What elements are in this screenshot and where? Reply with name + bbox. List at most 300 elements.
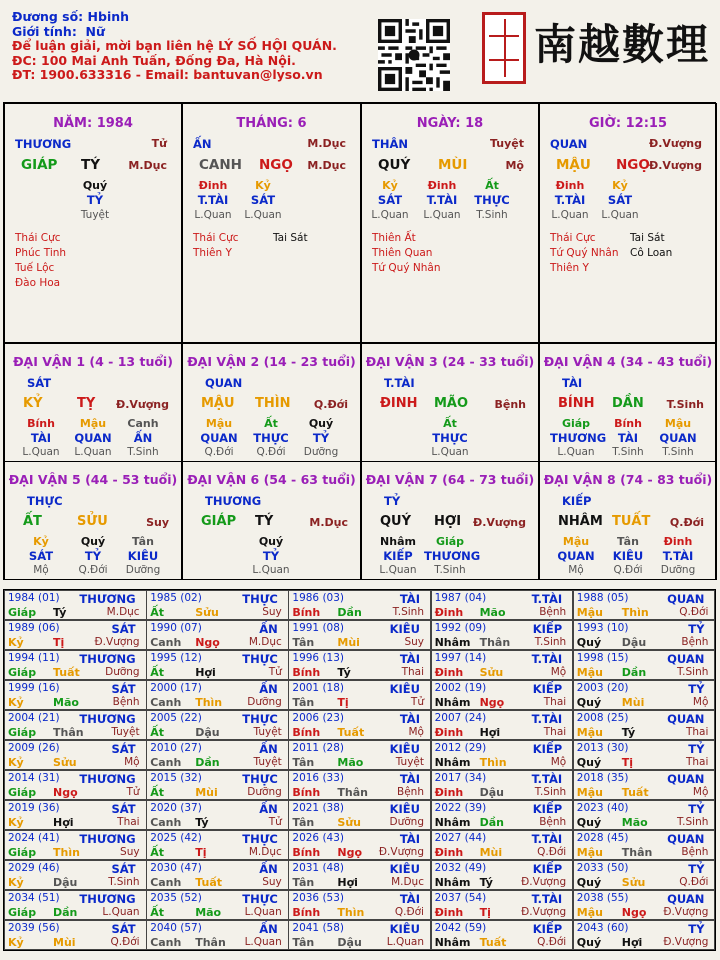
address-line: ĐC: 100 Mai Anh Tuấn, Đống Đa, Hà Nội. [12,52,296,68]
year-cell [431,920,574,950]
year-label: 2012 (29) [434,742,487,754]
year-cell [573,740,716,770]
year-stage: Thai [685,726,709,738]
year-stage: Suy [404,636,424,648]
year-stem: Kỷ [8,876,24,889]
year-god: THƯƠNG [79,892,136,906]
year-stage: Thai [543,726,567,738]
year-god: KIÊU [389,802,420,816]
luck-title: ĐẠI VẬN 5 (44 - 53 tuổi) [8,472,178,487]
year-stem: Kỷ [8,756,24,769]
year-label: 1993 (10) [576,622,629,634]
luck-stem: BÍNH [558,396,595,411]
year-label: 2038 (55) [576,892,629,904]
year-stem: Tân [292,936,315,949]
hidden-stem: Mậu [664,417,692,430]
year-label: 2002 (19) [434,682,487,694]
luck-cell [361,461,539,580]
year-stage: Đ.Vượng [663,906,709,918]
year-stage: Q.Đới [679,606,709,618]
year-god: KIẾP [532,742,563,756]
pillar-top-stage: Tuyệt [489,137,524,150]
year-cell [146,710,289,740]
luck-cell [539,343,717,462]
pillar-branch-stage: Đ.Vượng [648,159,702,172]
year-label: 2041 (58) [292,922,345,934]
luck-branch: MÃO [434,396,469,411]
year-branch: Mùi [621,696,645,709]
year-god: SÁT [111,922,136,936]
year-stem: Nhâm [434,636,471,649]
pillar-stem: MẬU [556,157,591,173]
luck-stem: KỶ [23,396,43,411]
hidden-god: SÁT [377,193,403,207]
hidden-god: TÀI [30,431,52,445]
pillar-branch-stage: Mộ [505,159,524,172]
luck-branch-stage: Q.Đới [313,398,348,411]
hidden-stage: Q.Đới [256,446,286,458]
year-stage: Mộ [550,666,567,678]
year-cell [146,830,289,860]
year-label: 2021 (38) [292,802,345,814]
year-cell [4,770,147,800]
year-label: 1994 (11) [8,652,60,664]
year-stem: Đinh [434,786,464,799]
year-god: ẤN [259,862,278,876]
hidden-god: KIẾP [383,549,413,563]
luck-god: QUAN [205,376,243,390]
pillar-stem: QUÝ [378,157,411,173]
year-stem: Canh [150,816,182,829]
year-stage: Tuyệt [111,726,140,738]
year-label: 2015 (32) [150,772,202,784]
year-stage: Thai [401,666,424,678]
year-branch: Tuất [479,936,507,949]
pillar-top-god: ẤN [193,137,212,151]
year-god: SÁT [111,862,136,876]
year-stem: Canh [150,756,182,769]
header-info [12,10,337,83]
hidden-stem: Mậu [79,417,107,430]
gender-value: Nữ [85,23,105,39]
hidden-stage: L.Quan [371,209,409,221]
year-god: TỶ [688,862,705,876]
luck-branch-stage: Suy [146,516,169,529]
gender-line [12,25,337,40]
year-stem: Giáp [8,726,37,739]
year-god: TÀI [399,592,420,606]
year-label: 2010 (27) [150,742,202,754]
year-label: 2029 (46) [8,862,60,874]
year-branch: Dần [479,816,504,829]
year-god: THƯƠNG [79,652,136,666]
year-label: 2018 (35) [576,772,629,784]
year-branch: Tị [53,636,65,649]
year-god: THƯƠNG [79,832,136,846]
pillar-top-god: QUAN [550,137,588,151]
hidden-stage: L.Quan [601,209,639,221]
hidden-stage: L.Quan [557,446,595,458]
year-cell [146,770,289,800]
year-stage: Dưỡng [105,666,140,678]
year-branch: Thìn [53,846,80,859]
consult-note: Để luận giải, mời bạn liên hệ LÝ SỐ HỘI QUÁN. [12,38,337,54]
pillar-top-stage: M.Dục [307,137,346,150]
year-cell [4,620,147,650]
yearly-table [3,589,716,951]
year-label: 2011 (28) [292,742,345,754]
hidden-god: THƯƠNG [550,431,607,445]
year-label: 2017 (34) [434,772,487,784]
year-branch: Tuất [337,726,365,739]
year-stage: Tuyệt [395,756,424,768]
year-stem: Mậu [576,846,603,859]
year-label: 1986 (03) [292,592,345,604]
year-cell [573,770,716,800]
year-stem: Mậu [576,666,603,679]
year-god: SÁT [111,802,136,816]
year-god: TÀI [399,892,420,906]
year-cell [431,770,574,800]
year-cell [146,920,289,950]
year-god: TỶ [688,682,705,696]
year-label: 2009 (26) [8,742,60,754]
luck-branch-stage: Đ.Vượng [115,398,169,411]
year-stem: Canh [150,696,182,709]
year-stem: Ất [150,666,164,679]
year-label: 2004 (21) [8,712,60,724]
year-stage: T.Sinh [534,786,567,798]
year-label: 1999 (16) [8,682,60,694]
year-branch: Dậu [337,936,362,949]
hidden-stage: Q.Đới [204,446,234,458]
year-stage: Suy [120,846,140,858]
pillar-stem: GIÁP [21,157,58,173]
hidden-stage: L.Quan [22,446,60,458]
year-label: 2036 (53) [292,892,345,904]
year-god: THỰC [242,772,278,786]
year-god: SÁT [111,742,136,756]
year-stem: Nhâm [434,696,471,709]
year-cell [288,650,431,680]
year-stem: Tân [292,816,315,829]
year-label: 1995 (12) [150,652,202,664]
luck-god: THƯƠNG [205,494,262,508]
year-stage: Đ.Vượng [521,906,567,918]
year-stage: Bệnh [681,846,709,858]
pillar-title: GIỜ: 12:15 [589,116,667,131]
year-branch: Thân [479,636,511,649]
year-branch: Dậu [195,726,220,739]
year-stage: Mộ [408,726,424,738]
year-branch: Dậu [621,636,647,649]
pillar-branch: TÝ [81,157,100,173]
year-stem: Bính [292,906,321,919]
year-label: 2006 (23) [292,712,345,724]
star-label: Cô Loan [630,247,673,259]
hidden-stem: Kỷ [255,179,271,192]
year-god: THỰC [242,892,278,906]
year-branch: Mão [337,756,364,769]
star-label: Thái Cực [15,232,61,244]
year-stage: T.Sinh [108,876,140,888]
year-cell [288,590,431,620]
hidden-god: THƯƠNG [424,549,481,563]
year-cell [288,920,431,950]
hidden-stage: Q.Đới [78,564,108,576]
year-cell [431,650,574,680]
year-stage: Q.Đới [537,936,567,948]
year-branch: Thân [53,726,84,739]
year-cell [573,890,716,920]
year-god: QUAN [667,652,705,666]
year-stem: Ất [150,726,164,739]
year-label: 1996 (13) [292,652,345,664]
year-god: TÀI [399,652,420,666]
luck-title: ĐẠI VẬN 1 (4 - 13 tuổi) [13,354,173,369]
luck-stem: GIÁP [201,514,237,529]
year-cell [146,800,289,830]
year-stage: Tử [268,816,282,828]
luck-god: TÀI [562,376,583,390]
year-god: THỰC [242,592,278,606]
luck-branch: THÌN [255,396,291,411]
year-label: 2000 (17) [150,682,202,694]
year-stem: Bính [292,726,321,739]
year-god: ẤN [259,802,278,816]
star-label: Thiên Quan [372,247,433,259]
luck-cell [4,343,182,462]
year-stem: Kỷ [8,636,24,649]
year-god: KIẾP [532,862,563,876]
year-stage: L.Quan [386,936,424,948]
year-branch: Sửu [479,666,504,679]
hidden-god: THỰC [253,431,289,445]
hidden-stem: Quý [82,179,108,192]
hidden-stem: Kỷ [382,179,398,192]
year-label: 1992 (09) [434,622,487,634]
hidden-stem: Giáp [435,535,465,548]
year-cell [431,680,574,710]
year-stem: Mậu [576,606,603,619]
hidden-god: T.TÀI [662,549,694,563]
year-branch: Thìn [479,756,507,769]
pillar-branch-stage: M.Dục [307,159,346,172]
year-cell [146,890,289,920]
luck-title: ĐẠI VẬN 3 (24 - 33 tuổi) [365,354,535,369]
year-cell [573,920,716,950]
star-label: Tứ Quý Nhân [550,247,619,259]
luck-branch: HỢI [434,514,462,529]
year-label: 2039 (56) [8,922,60,934]
year-stem: Giáp [8,606,37,619]
hidden-god: TỶ [84,549,102,563]
luck-god: THỰC [27,494,63,508]
year-god: SÁT [111,622,136,636]
luck-branch: SỬU [77,514,108,529]
year-god: KIÊU [389,922,420,936]
year-stem: Quý [576,636,602,649]
hidden-stem: Giáp [561,417,591,430]
hidden-stem: Canh [127,417,159,430]
year-stage: Mộ [692,696,709,708]
year-stem: Canh [150,936,182,949]
year-god: TỶ [688,742,705,756]
year-god: KIÊU [389,622,420,636]
year-god: ẤN [259,922,278,936]
hidden-stem: Tân [132,535,154,548]
year-god: QUAN [667,832,705,846]
luck-branch-stage: Bệnh [494,398,526,411]
year-cell [573,860,716,890]
year-branch: Dậu [479,786,504,799]
year-label: 2033 (50) [576,862,629,874]
hidden-god: ẤN [133,431,153,445]
hidden-stage: L.Quan [423,209,461,221]
year-label: 2003 (20) [576,682,629,694]
year-stage: L.Quan [102,906,140,918]
year-stage: M.Dục [248,846,282,858]
luck-branch: TUẤT [612,514,651,529]
luck-cell [539,461,717,580]
year-stage: Q.Đới [110,936,140,948]
year-branch: Tý [337,666,351,679]
year-branch: Ngọ [479,696,505,709]
year-god: QUAN [667,712,705,726]
year-god: TỶ [688,802,705,816]
luck-branch: TÝ [255,514,274,529]
year-branch: Sửu [195,606,219,619]
year-branch: Mùi [195,786,218,799]
year-stage: Q.Đới [394,906,424,918]
year-label: 1987 (04) [434,592,487,604]
year-branch: Tuất [621,786,649,799]
pillar-top-god: THÂN [372,137,408,151]
year-cell [288,830,431,860]
hidden-stem: Quý [308,417,334,430]
year-stem: Quý [576,876,602,889]
year-stage: Tuyệt [253,756,282,768]
year-stage: Thai [685,756,709,768]
pillar-title: NGÀY: 18 [416,116,484,131]
luck-stem: QUÝ [380,514,412,529]
hidden-stage: L.Quan [551,209,589,221]
hidden-stage: L.Quan [74,446,112,458]
hidden-stage: Dưỡng [660,564,696,576]
year-stem: Bính [292,786,321,799]
year-cell [431,620,574,650]
year-god: TÀI [399,712,420,726]
hidden-god: SÁT [28,549,54,563]
year-stage: M.Dục [248,636,282,648]
year-label: 2014 (31) [8,772,60,784]
hidden-god: THỰC [474,193,510,207]
hidden-stem: Bính [27,417,55,430]
hidden-god: SÁT [250,193,276,207]
year-cell [431,800,574,830]
year-god: KIẾP [532,922,563,936]
year-branch: Tý [479,876,493,889]
year-label: 2032 (49) [434,862,487,874]
year-branch: Mão [621,816,648,829]
pillar-title: THÁNG: 6 [236,116,307,131]
year-god: THƯƠNG [79,772,136,786]
red-seal-logo [482,12,526,84]
year-label: 2005 (22) [150,712,202,724]
year-god: QUAN [667,892,705,906]
year-branch: Thìn [337,906,365,919]
hidden-god: SÁT [607,193,633,207]
year-god: THỰC [242,652,278,666]
year-god: TỶ [688,922,705,936]
hidden-stage: T.Sinh [476,209,508,221]
hidden-stage: T.Sinh [612,446,644,458]
year-stage: Đ.Vượng [378,846,424,858]
luck-stem: MẬU [201,396,235,411]
hidden-stem: Tân [617,535,639,548]
year-label: 2031 (48) [292,862,345,874]
year-branch: Ngọ [337,846,363,859]
year-stem: Đinh [434,666,464,679]
luck-god: KIẾP [562,494,592,508]
qr-code-icon [378,19,450,91]
luck-branch-stage: Q.Đới [669,516,704,529]
year-branch: Tuất [195,876,222,889]
year-god: T.TÀI [531,652,563,666]
year-god: TỶ [688,622,705,636]
year-stem: Kỷ [8,936,24,949]
luck-branch: TỴ [77,396,96,411]
year-branch: Hợi [621,936,643,949]
year-stage: Mộ [692,786,709,798]
year-label: 2026 (43) [292,832,345,844]
year-stem: Bính [292,666,321,679]
hidden-stem: Đinh [427,179,457,192]
year-cell [431,860,574,890]
year-stem: Giáp [8,906,37,919]
year-branch: Hợi [53,816,74,829]
year-cell [4,890,147,920]
year-god: THƯƠNG [79,592,136,606]
year-cell [288,860,431,890]
hidden-stem: Đinh [198,179,228,192]
hidden-stage: L.Quan [379,564,417,576]
year-cell [431,890,574,920]
year-stage: Thai [543,696,567,708]
star-label: Đào Hoa [15,277,61,289]
year-label: 2007 (24) [434,712,487,724]
hidden-god: T.TÀI [554,193,586,207]
hidden-stage: Dưỡng [303,446,339,458]
hidden-stage: L.Quan [244,209,282,221]
year-label: 2030 (47) [150,862,202,874]
hidden-stage: Tuyệt [80,209,110,221]
year-god: THƯƠNG [79,712,136,726]
star-label: Thái Cực [550,232,596,244]
hidden-stage: T.Sinh [662,446,694,458]
year-god: ẤN [259,682,278,696]
year-label: 2020 (37) [150,802,202,814]
hidden-god: TỶ [262,549,280,563]
year-cell [4,920,147,950]
hidden-god: TÀI [617,431,639,445]
year-cell [573,650,716,680]
hidden-stem: Ất [485,179,499,192]
year-cell [4,740,147,770]
year-cell [146,590,289,620]
year-cell [4,860,147,890]
year-branch: Mão [53,696,79,709]
